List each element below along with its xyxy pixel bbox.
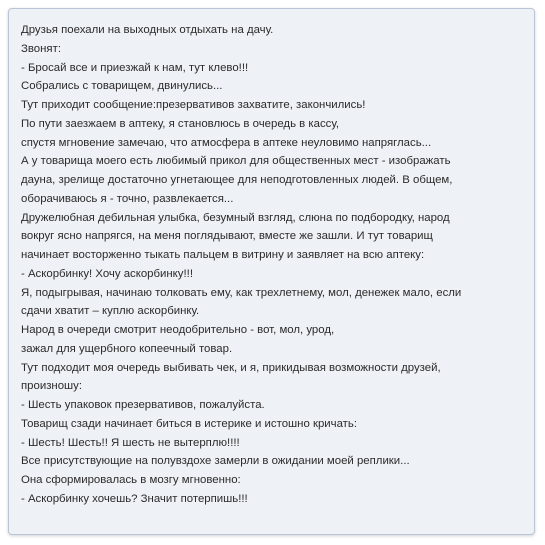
text-line: спустя мгновение замечаю, что атмосфера в аптеке неуловимо напряглась...	[21, 136, 432, 149]
post-card	[8, 8, 535, 535]
text-line: дауна, зрелище достаточно угнетающее для неподготовленных людей. В общем,	[21, 174, 453, 186]
text-line: зажал для ущербного копеечный товар.	[21, 342, 233, 355]
text-line: Собрались с товарищем, двинулись...	[21, 80, 223, 93]
text-line: Она сформировалась в мозгу мгновенно:	[21, 474, 241, 486]
text-line: сдачи хватит – куплю аскорбинку.	[21, 305, 200, 318]
text-line: Тут приходит сообщение:презервативов захватите, закончились!	[21, 99, 366, 111]
text-line: Народ в очереди смотрит неодобрительно - вот, мол, урод,	[21, 324, 335, 336]
text-line: Дружелюбная дебильная улыбка, безумный взгляд, слюна по подбородку, народ	[21, 211, 450, 224]
text-line: начинает восторженно тыкать пальцем в витрину и заявляет на всю аптеку:	[21, 249, 425, 261]
text-line: А у товарища моего есть любимый прикол для общественных мест - изображать	[21, 155, 451, 168]
text-line: Звонят:	[21, 42, 61, 55]
text-line: Товарищ сзади начинает биться в истерике и истошно кричать:	[21, 417, 357, 430]
text-line: вокруг ясно напрягся, на меня поглядывают, вместе же зашли. И тут товарищ	[21, 230, 433, 243]
text-line: произношу:	[21, 380, 83, 393]
post-text	[21, 21, 524, 509]
text-line: - Шесть упаковок презервативов, пожалуйста.	[21, 399, 265, 411]
text-line: - Аскорбинку! Хочу аскорбинку!!!	[21, 267, 193, 280]
text-line: По пути заезжаем в аптеку, я становлюсь в очередь в кассу,	[21, 117, 340, 130]
text-line: - Аскорбинку хочешь? Значит потерпишь!!!	[21, 492, 248, 505]
text-line: Тут подходит моя очередь выбивать чек, и я, прикидывая возможности друзей,	[21, 361, 441, 374]
text-line: - Бросай все и приезжай к нам, тут клево!!!	[21, 61, 249, 74]
text-line: Все присутствующие на полувздохе замерли в ожидании моей реплики...	[21, 455, 410, 468]
text-line: Друзья поехали на выходных отдыхать на дачу.	[21, 24, 274, 36]
text-line: Я, подыгрывая, начинаю толковать ему, как трехлетнему, мол, денежек мало, если	[21, 286, 462, 299]
text-line: - Шесть! Шесть!! Я шесть не вытерплю!!!!	[21, 436, 240, 449]
text-line: оборачиваюсь я - точно, развлекается...	[21, 192, 234, 205]
